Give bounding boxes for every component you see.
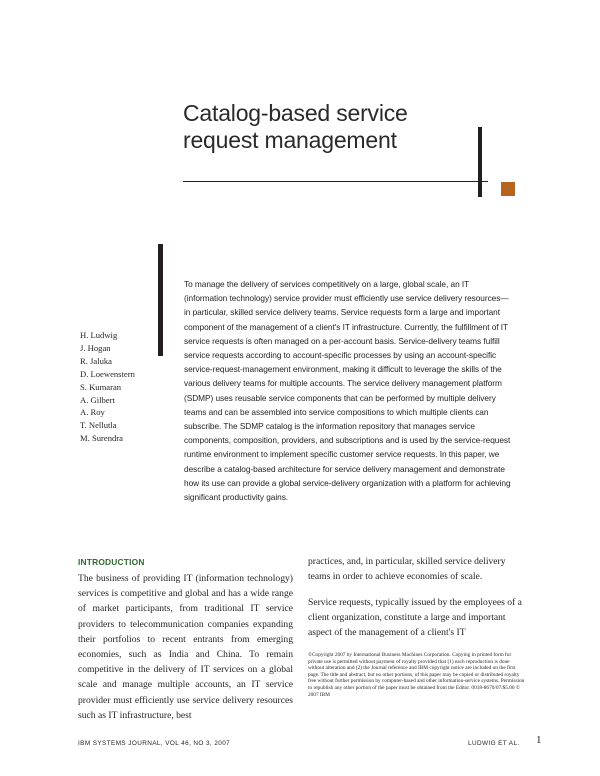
page-number: 1	[536, 734, 542, 746]
paper-title: Catalog-based service request management	[183, 100, 408, 153]
author-name: J. Hogan	[80, 342, 111, 353]
abstract-vertical-rule	[158, 244, 163, 356]
author-name: A. Roy	[80, 407, 105, 418]
author-name: M. Surendra	[80, 433, 123, 444]
body-column-right-paragraph-1: practices, and, in particular, skilled service delivery teams in order to achieve economies of scale.	[308, 556, 506, 583]
title-underline-rule	[183, 181, 488, 182]
author-name: H. Ludwig	[80, 330, 118, 340]
footer-journal-info: IBM SYSTEMS JOURNAL, VOL 46, NO 3, 2007	[78, 740, 231, 747]
copyright-notice: ©Copyright 2007 by International Business Machines Corporation. Copying in printed form for private use is permitted without payment of royalty provided that (1) each reproduction is done without alteration and (2) the Journal reference and IBM copyright notice are included on the first page. The title and abstract, but no other portions, of this paper may be copied or distributed royalty free without further permission by computer-based and other information-service systems. Permission to republish any other portion of the paper must be obtained from the Editor. 0018-8670/07/$5.00 © 2007 IBM	[308, 652, 525, 698]
accent-square-icon	[501, 182, 515, 196]
author-name: T. Nellutla	[80, 420, 117, 431]
abstract-text: To manage the delivery of services competitively on a large, global scale, an IT (information technology) service provider must efficiently use service delivery resources—in particular, skilled service delivery teams. Service requests form a large and important component of the management of a client's IT infrastructure. Currently, the fulfillment of IT service requests is often managed on a per-account basis. Service-delivery teams fulfill service requests according to account-specific processes by using an account-specific service-request-management environment, making it difficult to leverage the skills of the various delivery teams for multiple accounts. The service delivery management platform (SDMP) uses reusable service components that can be performed by multiple delivery teams and can be assembled into service compositions to which multiple clients can subscribe. The SDMP catalog is the information repository that manages service components, composition, providers, and subscriptions and is used by the service-request runtime environment to implement specific customer service requests. In this paper, we describe a catalog-based architecture for service delivery management and demonstrate how its use can provide a global service-delivery organization with a platform for achieving significant productivity gains.	[184, 279, 511, 503]
author-name: S. Kumaran	[80, 381, 122, 392]
footer-running-author: LUDWIG ET AL.	[468, 740, 520, 747]
author-name: A. Gilbert	[80, 394, 115, 405]
section-heading-introduction: INTRODUCTION	[78, 557, 145, 567]
title-vertical-rule	[478, 127, 482, 197]
author-name: R. Jaluka	[80, 355, 112, 366]
author-name: D. Loewenstern	[80, 368, 135, 379]
author-list	[80, 329, 135, 445]
body-column-left: The business of providing IT (information technology) services is competitive and global and has a wide range of market participants, from traditional IT service providers to telecommunication companies expanding their portfolios to recent entrants from emerging economies, such as India and China. To remain competitive in the delivery of IT services on a global scale and manage multiple accounts, an IT service provider must efficiently use service delivery resources such as IT infrastructure, best	[78, 573, 293, 721]
body-column-right-paragraph-2: Service requests, typically issued by the employees of a client organization, constitute a large and important aspect of the management of a client's IT	[308, 597, 522, 639]
